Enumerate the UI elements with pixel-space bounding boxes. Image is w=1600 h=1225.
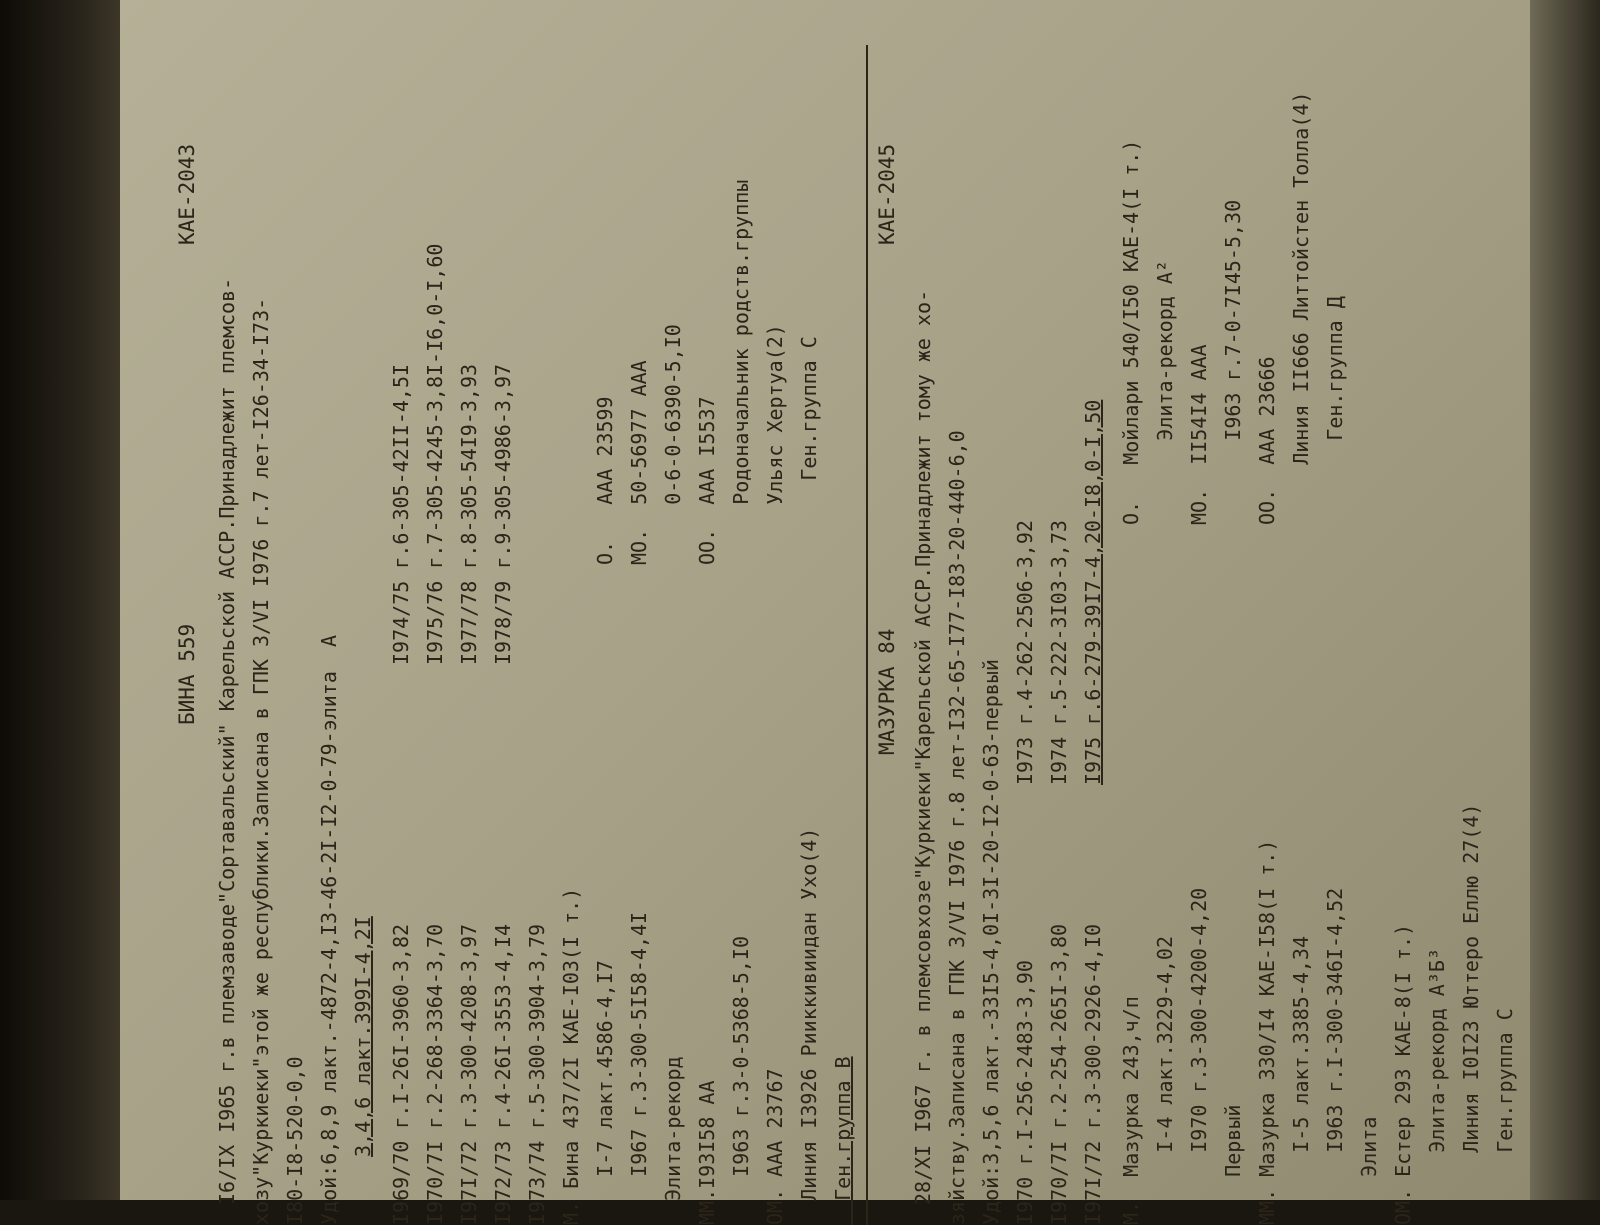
mm-line: ММ.I93I58 АА: [690, 1081, 724, 1225]
entry-code: КАЕ-2045: [870, 144, 904, 245]
lactation-row: I977/78 г.8-305-54I9-3,93: [452, 364, 486, 665]
entry-divider: [866, 45, 868, 1225]
father-line: Родоначальник родств.группы: [724, 180, 758, 565]
intro-line: зяйству.Записана в ГПК 3/VI I976 г.8 лет-I32-65-I77-I83-20-440-6,0: [940, 430, 974, 1225]
om-line: Элита-рекорд А³Б³: [1420, 948, 1454, 1225]
lactation-row: I97I/72 г.3-300-2926-4,I0: [1076, 924, 1110, 1225]
father-line: Линия II666 Литтойстен Толла(4): [1284, 92, 1318, 525]
intro-line: I6/IX I965 г.в племзаводе"Сортавальский" Карельской АССР.Принадлежит племсов-: [210, 278, 244, 1205]
mother-line: М. Бина 437/2I КАЕ-I03(I т.): [554, 888, 588, 1225]
mother-line: М. Мазурка 243,ч/п: [1114, 996, 1148, 1225]
father-line: ОО. ААА 23666: [1250, 356, 1284, 525]
father-line: Ген.группа Д: [1318, 296, 1352, 525]
mm-line: I963 г.3-0-5368-5,I0: [724, 936, 758, 1225]
mm-line: I-5 лакт.3385-4,34: [1284, 936, 1318, 1225]
mm-line: ММ. Мазурка 330/I4 КАЕ-I58(I т.): [1250, 840, 1284, 1225]
mother-line: I967 г.3-300-5I58-4,4I: [622, 912, 656, 1225]
yield-line: Удой:3,5,6 лакт.-33I5-4,0I-3I-20-I2-0-63-первый: [974, 659, 1008, 1225]
om-line: ОМ. ААА 23767: [758, 1068, 792, 1225]
lactation-row: I973 г.4-262-2506-3,92: [1008, 520, 1042, 785]
mm-line: I963 г.I-300-346I-4,52: [1318, 888, 1352, 1225]
om-line: Ген.группа В: [826, 1056, 860, 1225]
father-line: ОО. ААА I5537: [690, 396, 724, 565]
om-line: Линия I0I23 Юттеро Еллю 27(4): [1454, 804, 1488, 1225]
entry-code: КАЕ-2043: [170, 144, 204, 245]
lactation-row: I974 г.5-222-3I03-3,73: [1042, 520, 1076, 785]
father-line: Элита-рекорд А²: [1148, 260, 1182, 525]
mother-line: I970 г.3-300-4200-4,20: [1182, 888, 1216, 1225]
lactation-row: I978/79 г.9-305-4986-3,97: [486, 364, 520, 665]
om-line: ОМ. Естер 293 КАЕ-8(I т.): [1386, 924, 1420, 1225]
intro-line: 28/XI I967 г. в племсовхозе"Куркиеки"Карельской АССР.Принадлежит тому же хо-: [906, 290, 940, 1205]
father-line: Ульяс Хертуа(2): [758, 324, 792, 565]
lactation-row: I970 г.I-256-2483-3,90: [1008, 960, 1042, 1225]
om-line: Ген.группа С: [1488, 1008, 1522, 1225]
lactation-row: I973/74 г.5-300-3904-3,79: [520, 924, 554, 1225]
mother-line: I-4 лакт.3229-4,02: [1148, 936, 1182, 1225]
mm-line: Элита: [1352, 1117, 1386, 1225]
lactation-row: I970/7I г.2-268-3364-3,70: [418, 924, 452, 1225]
lactation-row: I972/73 г.4-26I-3553-4,I4: [486, 924, 520, 1225]
father-line: МО. 50-56977 ААА: [622, 360, 656, 565]
yield-line-2: 3,4,6 лакт.399I-4,2I: [346, 916, 380, 1157]
father-line: 0-6-0-6390-5,I0: [656, 324, 690, 565]
intro-line: хозу"Куркиеки"этой же республики.Записана в ГПК 3/VI I976 г.7 лет-I26-34-I73-: [244, 298, 278, 1225]
entry-name: МАЗУРКА 84: [870, 629, 904, 755]
father-line: О. ААА 23599: [588, 396, 622, 565]
father-line: I963 г.7-0-7I45-5,30: [1216, 200, 1250, 525]
lactation-row: I974/75 г.6-305-42II-4,5I: [384, 364, 418, 665]
mother-line: Элита-рекорд: [656, 1056, 690, 1225]
father-line: О. Мойлари 540/I50 КАЕ-4(I т.): [1114, 140, 1148, 525]
father-line: МО. II54I4 ААА: [1182, 344, 1216, 525]
father-line: Ген.группа С: [792, 336, 826, 565]
lactation-row: I975/76 г.7-305-4245-3,8I-I6,0-I,60: [418, 244, 452, 665]
mother-line: I-7 лакт.4586-4,I7: [588, 960, 622, 1225]
intro-line: I80-I8-520-0,0: [278, 1056, 312, 1225]
rotated-document: [160, 5, 1560, 1225]
mother-line: Первый: [1216, 1105, 1250, 1225]
yield-line: Удой:6,8,9 лакт.-4872-4,I3-46-2I-I2-0-79-элита А: [312, 635, 346, 1225]
lactation-row: I970/7I г.2-254-265I-3,80: [1042, 924, 1076, 1225]
lactation-row: I969/70 г.I-26I-3960-3,82: [384, 924, 418, 1225]
om-line: Линия I3926 Рииккивиидан Ухо(4): [792, 828, 826, 1225]
lactation-row: I975 г.6-279-39I7-4,20-I8,0-I,50: [1076, 400, 1110, 785]
entry-name: БИНА 559: [170, 624, 204, 725]
lactation-row: I97I/72 г.3-300-4208-3,97: [452, 924, 486, 1225]
